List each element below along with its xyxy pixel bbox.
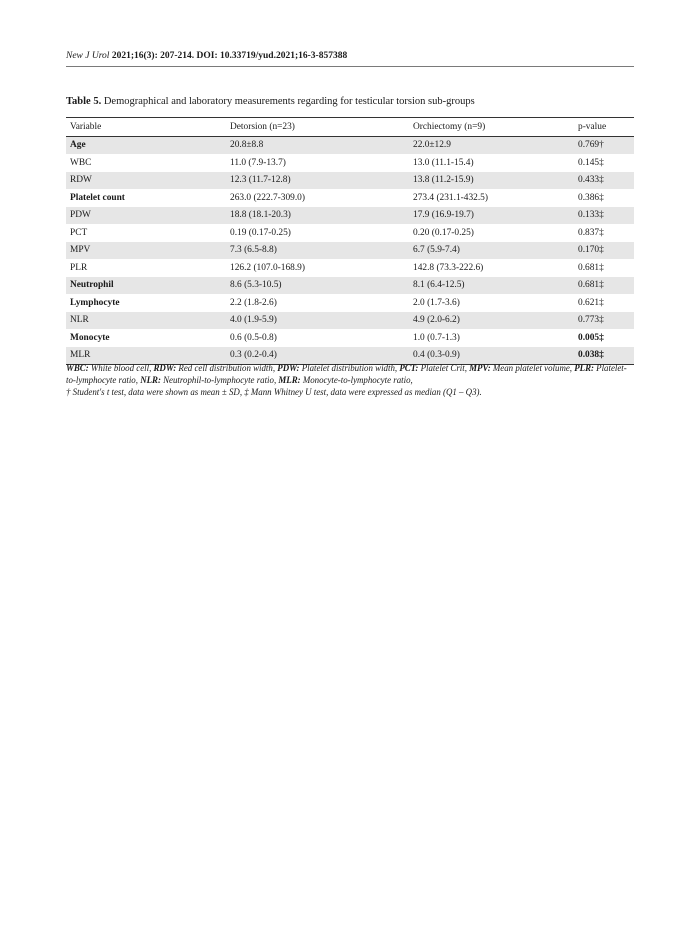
table-row [66,242,634,260]
cell-orchiectomy: 4.9 (2.0-6.2) [409,312,574,330]
abbreviation-definition: Platelet distribution width, [299,363,400,373]
table-row [66,224,634,242]
cell-variable: NLR [66,312,226,330]
cell-orchiectomy: 13.0 (11.1-15.4) [413,157,474,168]
abbreviation-term: NLR: [140,375,161,386]
column-header-variable: Variable [66,118,226,137]
journal-name: New J Urol [66,51,110,61]
cell-detorsion: 0.3 (0.2-0.4) [226,347,409,365]
cell-variable: PDW [66,207,226,225]
results-table [66,117,634,365]
table-row [66,136,634,154]
cell-orchiectomy: 142.8 (73.3-222.6) [413,262,484,273]
table-caption-text: Demographical and laboratory measurements regarding for testicular torsion sub-groups [103,96,475,107]
running-header [66,50,634,63]
abbreviation-term: RDW: [153,363,177,373]
table-row [66,329,634,347]
cell-p-value: 0.681‡ [578,262,604,273]
cell-detorsion: 12.3 (11.7-12.8) [226,172,409,190]
cell-p-value: 0.837‡ [578,227,604,238]
table-row [66,189,634,207]
table-caption [66,95,634,109]
cell-variable: Monocyte [70,332,110,343]
cell-p-value: 0.005‡ [578,332,604,343]
cell-orchiectomy: 13.8 (11.2-15.9) [409,172,574,190]
abbreviation-term: PCT: [399,363,419,373]
cell-variable: MLR [66,347,226,365]
abbreviation-definitions [66,362,634,386]
table-footnote [66,362,634,399]
cell-p-value: 0.170‡ [574,242,634,260]
cell-variable: Lymphocyte [70,297,120,308]
cell-variable: Age [66,136,226,154]
citation-details: 2021;16(3): 207-214. DOI: 10.33719/yud.2021;16-3-857388 [111,51,348,61]
cell-detorsion: 20.8±8.8 [226,136,409,154]
table-row [66,207,634,225]
table-header-row [66,118,634,137]
cell-orchiectomy: 273.4 (231.1-432.5) [413,192,488,203]
cell-p-value: 0.386‡ [578,192,604,203]
column-header-orchiectomy: Orchiectomy (n=9) [409,118,574,137]
cell-p-value: 0.681‡ [574,277,634,295]
cell-orchiectomy: 0.20 (0.17-0.25) [413,227,474,238]
table-row [66,259,634,277]
table-row [66,312,634,330]
table-caption-label: Table 5. [66,96,102,107]
header-divider [66,66,634,67]
abbreviation-definition: Red cell distribution width, [176,363,278,373]
abbreviation-term: WBC: [66,363,89,373]
cell-variable: Platelet count [70,192,125,203]
cell-detorsion: 2.2 (1.8-2.6) [230,297,277,308]
cell-p-value: 0.038‡ [574,347,634,365]
cell-variable: PCT [70,227,88,238]
cell-variable: Neutrophil [66,277,226,295]
cell-detorsion: 8.6 (5.3-10.5) [226,277,409,295]
abbreviation-term: PLR: [574,363,594,373]
cell-variable: RDW [66,172,226,190]
cell-orchiectomy: 2.0 (1.7-3.6) [413,297,460,308]
column-header-p-value: p-value [574,118,634,137]
cell-detorsion: 126.2 (107.0-168.9) [230,262,305,273]
cell-orchiectomy: 1.0 (0.7-1.3) [413,332,460,343]
cell-detorsion: 0.6 (0.5-0.8) [230,332,277,343]
cell-orchiectomy: 8.1 (6.4-12.5) [409,277,574,295]
cell-p-value: 0.769† [574,136,634,154]
abbreviation-definition: Mean platelet volume, [490,363,575,373]
cell-orchiectomy: 0.4 (0.3-0.9) [409,347,574,365]
table-body [66,136,634,365]
cell-p-value: 0.133‡ [574,207,634,225]
cell-variable: MPV [66,242,226,260]
cell-detorsion: 18.8 (18.1-20.3) [226,207,409,225]
statistical-test-note: † Student's t test, data were shown as mean ± SD, ‡ Mann Whitney U test, data were expressed as median (Q1 – Q3). [66,387,482,398]
cell-p-value: 0.145‡ [578,157,604,168]
cell-p-value: 0.773‡ [574,312,634,330]
cell-detorsion: 0.19 (0.17-0.25) [230,227,291,238]
abbreviation-term: PDW: [277,363,300,373]
abbreviation-definition: Platelet Crit, [418,363,470,373]
cell-variable: WBC [70,157,92,168]
cell-orchiectomy: 17.9 (16.9-19.7) [409,207,574,225]
abbreviation-term: MPV: [469,363,491,373]
column-header-detorsion: Detorsion (n=23) [226,118,409,137]
cell-detorsion: 4.0 (1.9-5.9) [226,312,409,330]
cell-variable: PLR [70,262,88,273]
cell-orchiectomy: 6.7 (5.9-7.4) [409,242,574,260]
table-row [66,154,634,172]
cell-detorsion: 263.0 (222.7-309.0) [230,192,305,203]
table-row [66,277,634,295]
abbreviation-term: MLR: [278,375,301,386]
cell-p-value: 0.621‡ [578,297,604,308]
abbreviation-definition: Monocyte-to-lymphocyte ratio, [300,375,413,386]
table-row [66,172,634,190]
abbreviation-definition: Platelet-to-lymphocyte ratio, [66,363,627,386]
cell-detorsion: 11.0 (7.9-13.7) [230,157,286,168]
cell-detorsion: 7.3 (6.5-8.8) [226,242,409,260]
cell-orchiectomy: 22.0±12.9 [409,136,574,154]
abbreviation-definition: Neutrophil-to-lymphocyte ratio, [160,375,279,386]
cell-p-value: 0.433‡ [574,172,634,190]
abbreviation-definition: White blood cell, [88,363,154,373]
table-row [66,294,634,312]
